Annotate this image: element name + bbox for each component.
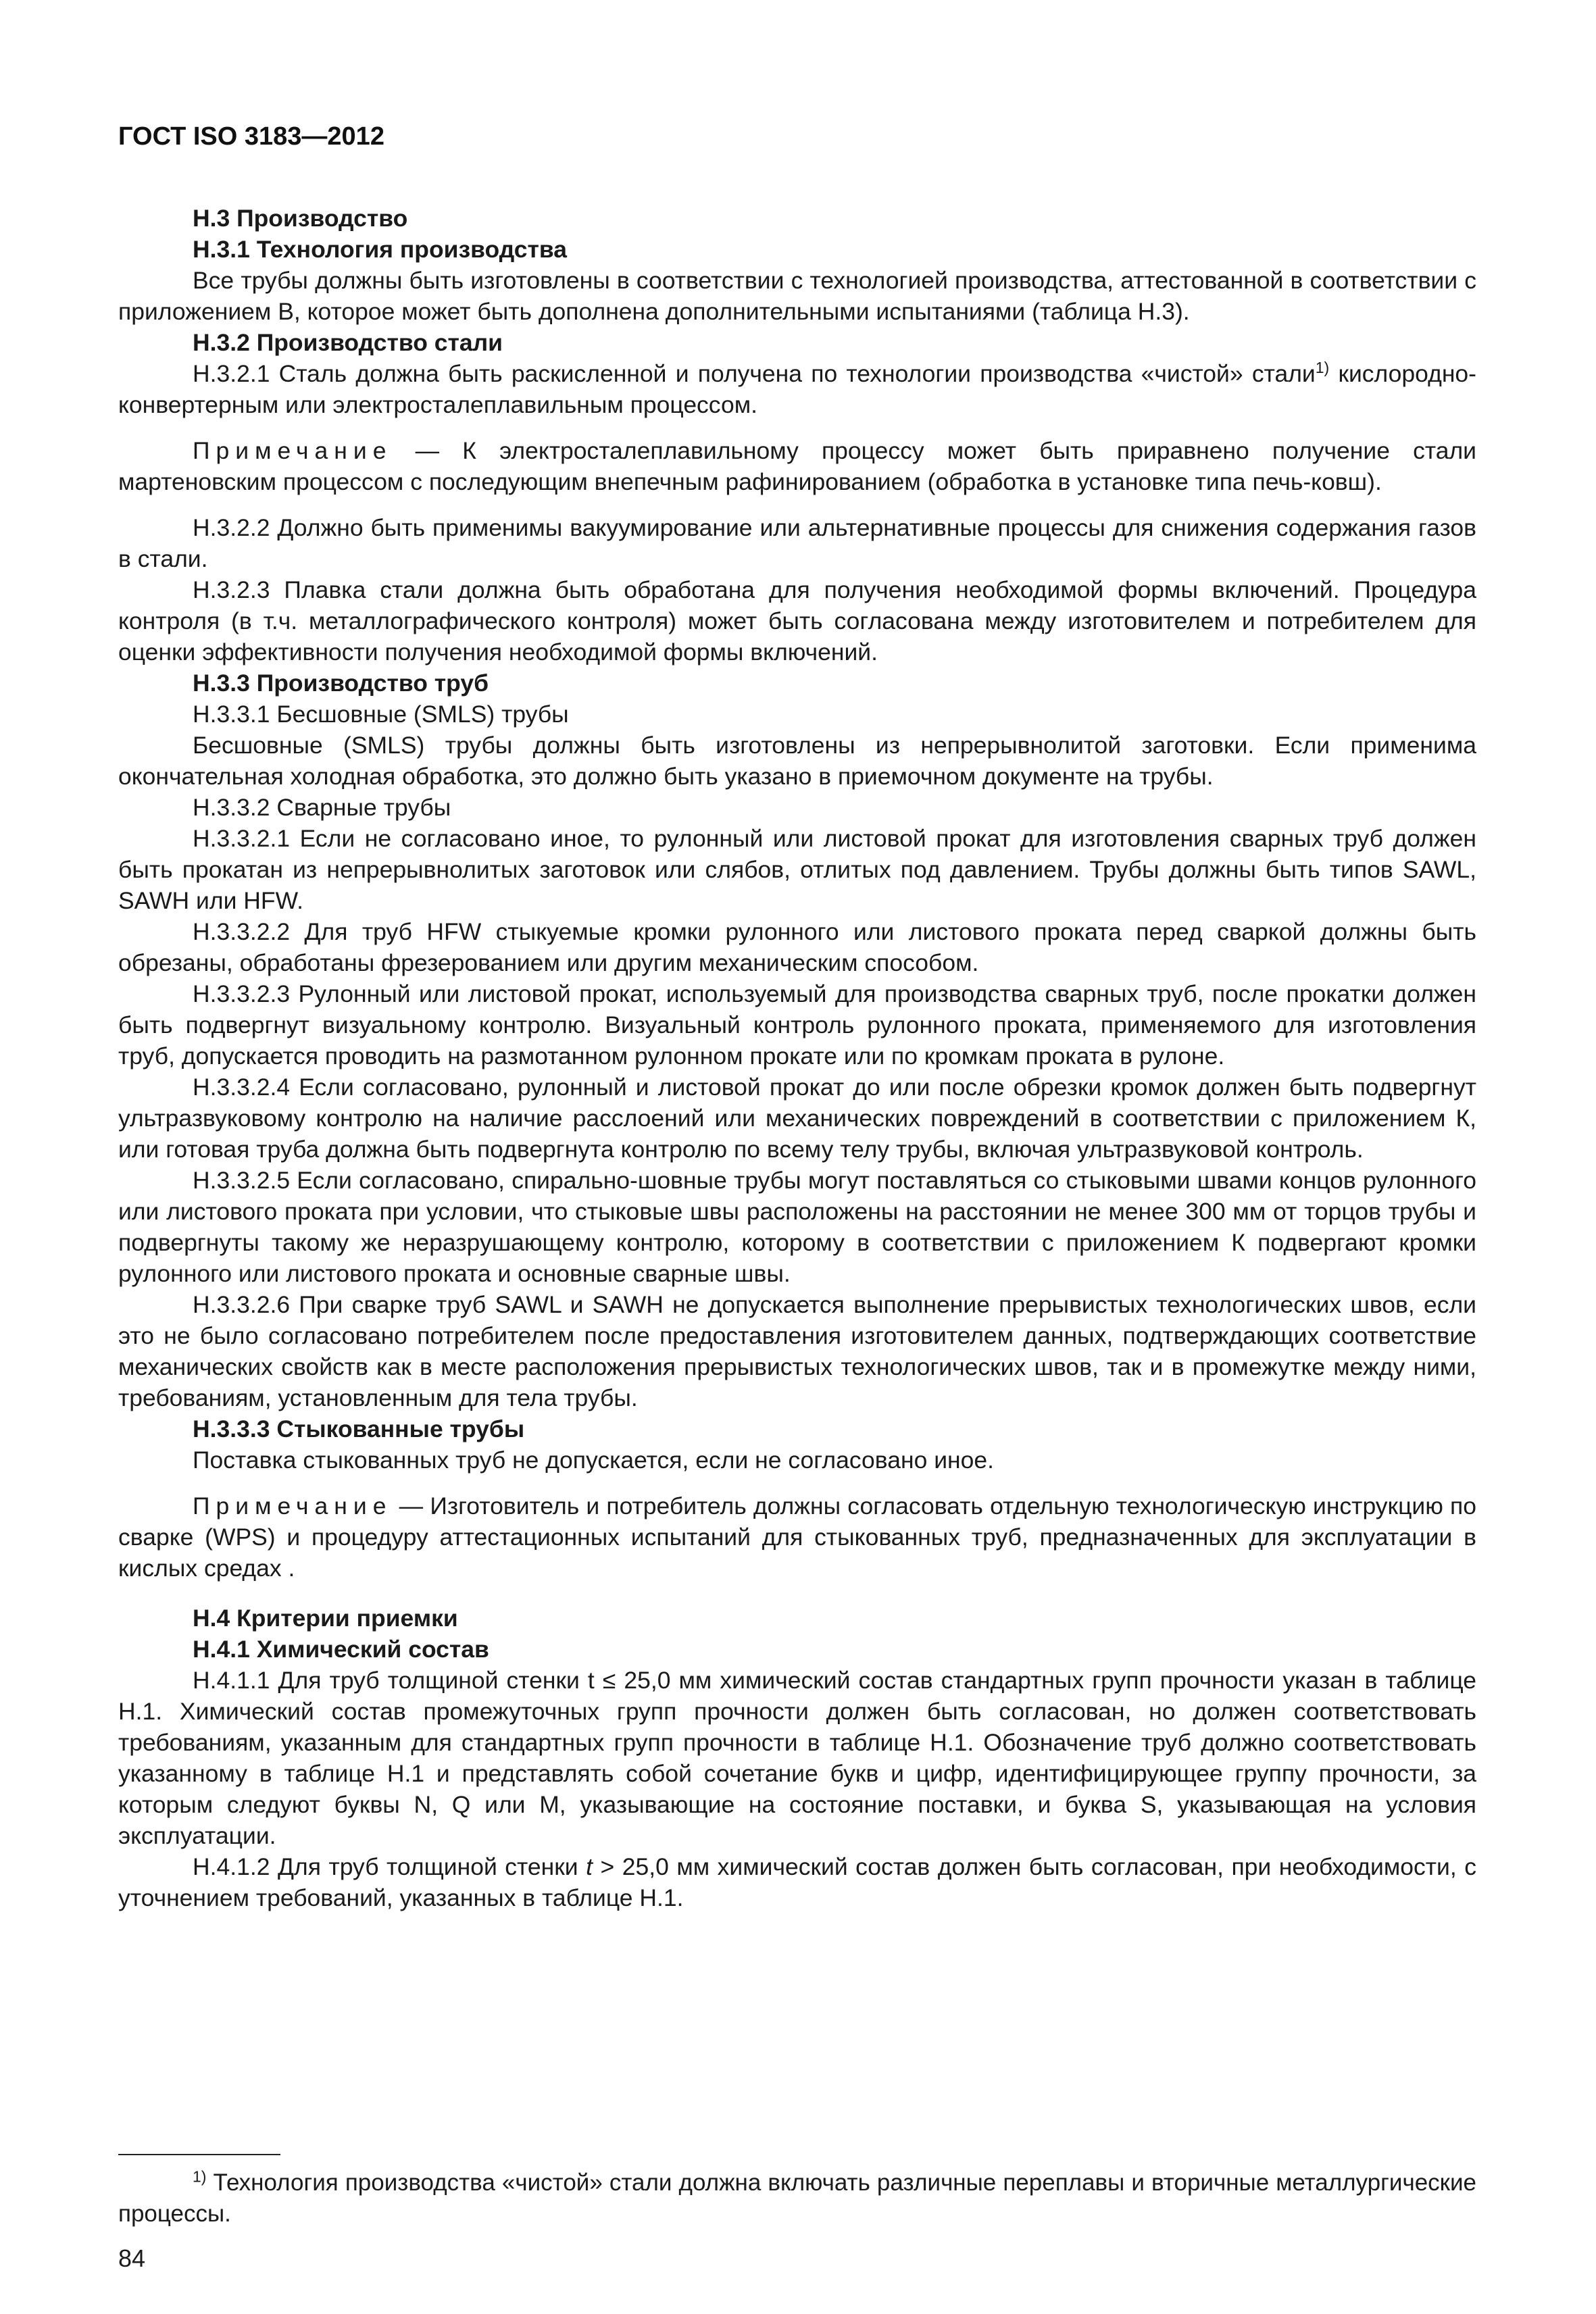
note-2-text: — Изготовитель и потребитель должны согласовать отдельную технологическую инструкцию по сварке (WPS) и процедуру аттестационных испытаний для стыкованных труб, предназначенных для эксплуатации в кислых средах . <box>118 1492 1476 1582</box>
section-h3321-text: Н.3.3.2.1 Если не согласовано иное, то рулонный или листовой прокат для изготовления сварных труб должен быть прокатан из непрерывнолитых заготовок или слябов, отлитых под давлением. Трубы должны быть типов SAWL, SAWH или HFW. <box>118 825 1476 914</box>
footnote-marker: 1) <box>193 2167 207 2186</box>
section-h323-text: Н.3.2.3 Плавка стали должна быть обработана для получения необходимой формы включений. Процедура контроля (в т.ч. металлографического контроля) может быть согласована между изготовителем и потребителем для оценки эффективности получения необходимой формы включений. <box>118 576 1476 665</box>
section-h31-text: Все трубы должны быть изготовлены в соответствии с технологией производства, аттестованной в соответствии с приложением В, которое может быть дополнена дополнительными испытаниями (таблица Н.3). <box>118 267 1476 325</box>
section-h4-title: Н.4 Критерии приемки <box>193 1605 458 1632</box>
page-number: 84 <box>118 2244 146 2272</box>
footnote-divider <box>118 2154 280 2155</box>
section-h333-title: Н.3.3.3 Стыкованные трубы <box>193 1415 525 1442</box>
note-2-label: Примечание <box>193 1492 393 1519</box>
document-code: ГОСТ ISO 3183—2012 <box>118 122 384 151</box>
section-h412-text-a: Н.4.1.2 Для труб толщиной стенки <box>193 1853 587 1880</box>
note-1-label: Примечание <box>193 437 393 464</box>
section-h321-text-b: кислородно-конвертерным или электросталеплавильным процессом. <box>118 360 1477 418</box>
section-h31-title: Н.3.1 Технология производства <box>193 236 567 263</box>
note-1-text: — К электросталеплавильному процессу может быть приравнено получение стали мартеновским процессом с последующим внепечным рафинированием (обработка в установке типа печь-ковш). <box>118 437 1476 495</box>
section-h321-text-a: Н.3.2.1 Сталь должна быть раскисленной и получена по технологии производства «чистой» стали <box>193 360 1316 387</box>
section-h3325-text: Н.3.3.2.5 Если согласовано, спирально-шовные трубы могут поставляться со стыковыми швами концов рулонного или листового проката при условии, что стыковые швы расположены на расстоянии не менее 300 мм от торцов трубы и подвергнуты такому же неразрушающему контролю, которому в соответствии с приложением К подвергают кромки рулонного или листового проката и основные сварные швы. <box>118 1167 1476 1287</box>
section-h41-title: Н.4.1 Химический состав <box>193 1636 489 1663</box>
section-h322-text: Н.3.2.2 Должно быть применимы вакуумирование или альтернативные процессы для снижения содержания газов в стали. <box>118 514 1476 572</box>
section-h333-text: Поставка стыкованных труб не допускается, если не согласовано иное. <box>193 1447 994 1474</box>
footnote-reference: 1) <box>1315 359 1330 377</box>
section-h412-paragraph <box>118 1851 1476 1913</box>
footnote <box>118 2167 1476 2230</box>
section-h3326-text: Н.3.3.2.6 При сварке труб SAWL и SAWH не допускается выполнение прерывистых технологических швов, если это не было согласовано потребителем после предоставления изготовителем данных, подтверждающих соответствие механических свойств как в месте расположения прерывистых технологических швов, так и в промежутке между ними, требованиям, установленным для тела трубы. <box>118 1291 1476 1411</box>
note-1 <box>118 435 1476 497</box>
variable-t: t <box>586 1853 593 1880</box>
section-h3324-text: Н.3.3.2.4 Если согласовано, рулонный и листовой прокат до или после обрезки кромок должен быть подвергнут ультразвуковому контролю на наличие расслоений или механических повреждений в соответствии с приложением К, или готовая труба должна быть подвергнута контролю по всему телу трубы, включая ультразвуковой контроль. <box>118 1074 1476 1163</box>
section-h3322-text: Н.3.3.2.2 Для труб HFW стыкуемые кромки рулонного или листового проката перед сваркой должны быть обрезаны, обработаны фрезерованием или другим механическим способом. <box>118 918 1476 976</box>
footnote-text: Технология производства «чистой» стали должна включать различные переплавы и вторичные металлургические процессы. <box>118 2169 1476 2227</box>
section-h32-title: Н.3.2 Производство стали <box>193 329 503 356</box>
section-h411-text: Н.4.1.1 Для труб толщиной стенки t ≤ 25,0 мм химический состав стандартных групп прочности указан в таблице Н.1. Химический состав промежуточных групп прочности должен быть согласован, но должен соответствовать требованиям, указанным для стандартных групп прочности в таблице Н.1. Обозначение труб должно соответствовать указанному в таблице Н.1 и представлять собой сочетание букв и цифр, идентифицирующее группу прочности, за которым следуют буквы N, Q или M, указывающие на состояние поставки, и буква S, указывающая на условия эксплуатации. <box>118 1667 1476 1849</box>
section-h331-text: Бесшовные (SMLS) трубы должны быть изготовлены из непрерывнолитой заготовки. Если применима окончательная холодная обработка, это должно быть указано в приемочном документе на трубы. <box>118 732 1476 790</box>
section-h321-paragraph <box>118 358 1476 420</box>
section-h33-title: Н.3.3 Производство труб <box>193 670 489 697</box>
document-body <box>118 203 1476 1913</box>
section-h3323-text: Н.3.3.2.3 Рулонный или листовой прокат, используемый для производства сварных труб, после прокатки должен быть подвергнут визуальному контролю. Визуальный контроль рулонного проката, применяемого для изготовления труб, допускается проводить на размотанном рулонном прокате или по кромкам проката в рулоне. <box>118 980 1476 1070</box>
section-h331-caption: Н.3.3.1 Бесшовные (SMLS) трубы <box>193 701 569 728</box>
section-h412-text-b: > 25,0 мм химический состав должен быть согласован, при необходимости, с уточнением требований, указанных в таблице Н.1. <box>118 1853 1476 1911</box>
section-h3-title: Н.3 Производство <box>193 205 408 232</box>
note-2 <box>118 1490 1476 1584</box>
section-h332-caption: Н.3.3.2 Сварные трубы <box>193 794 451 821</box>
